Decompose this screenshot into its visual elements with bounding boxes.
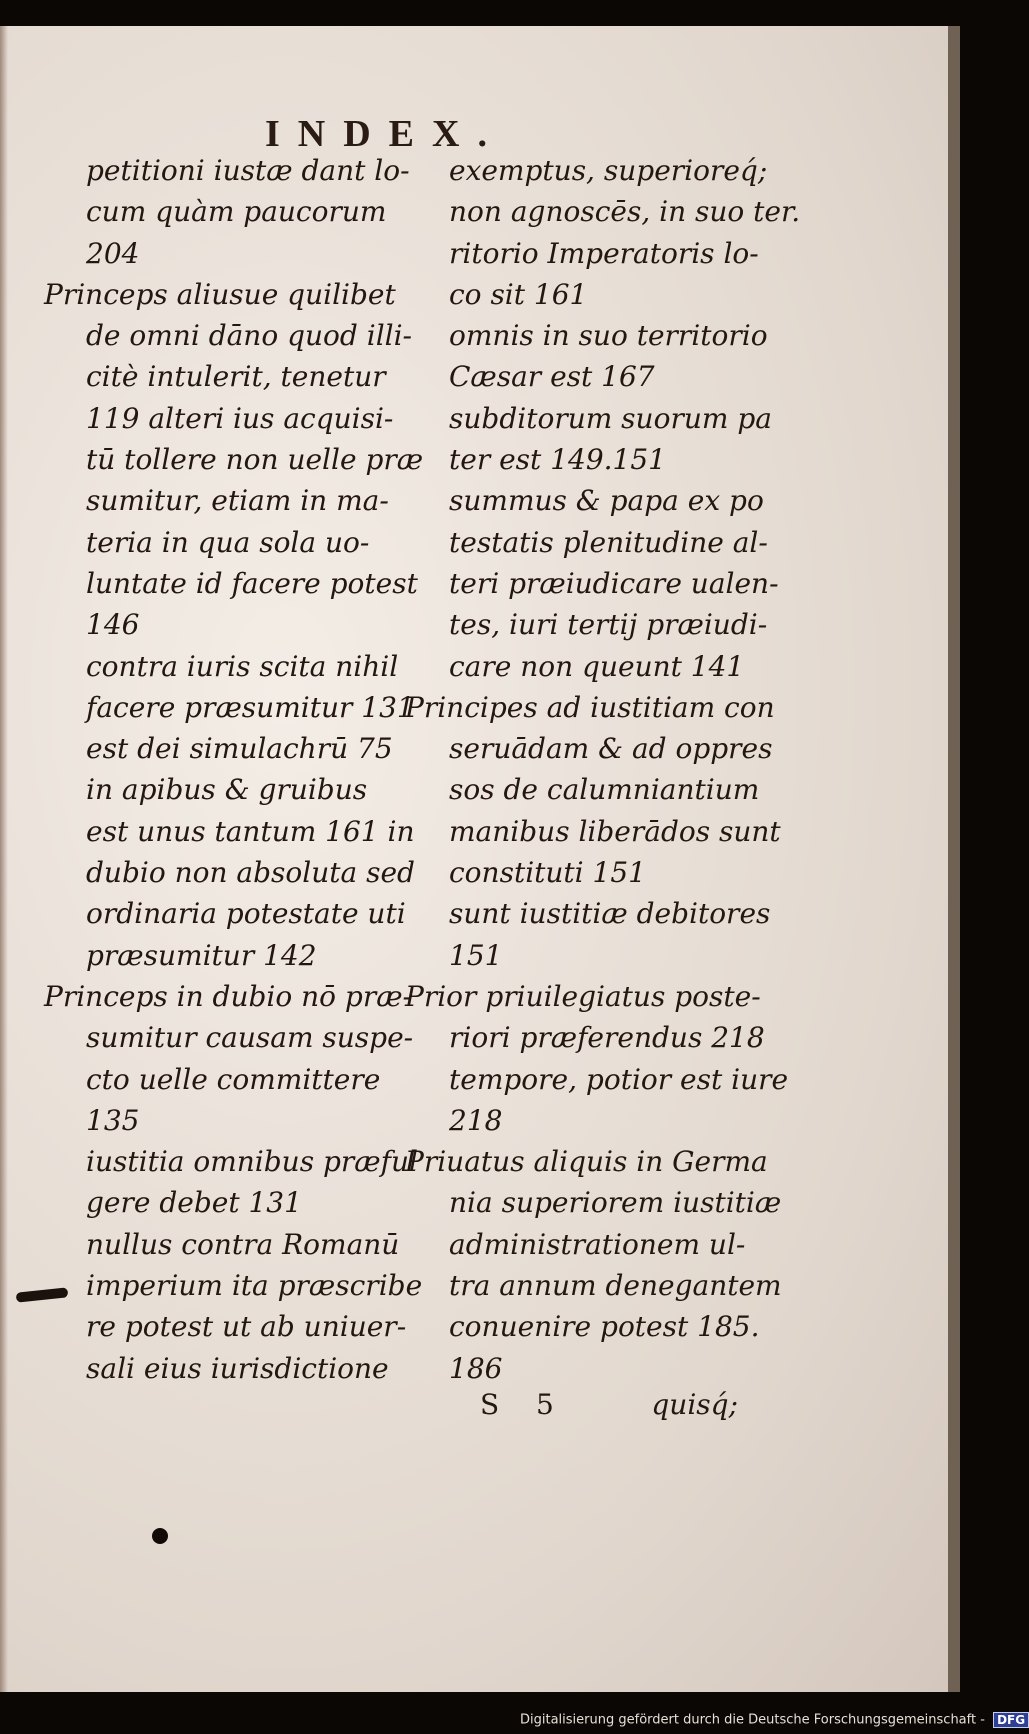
index-line: sos de calumniantium xyxy=(449,773,760,807)
index-line: est unus tantum 161 in xyxy=(86,814,415,848)
index-line: nia superiorem iustitiæ xyxy=(449,1186,782,1220)
index-line: 151 xyxy=(449,938,503,972)
index-line: re potest ut ab uniuer- xyxy=(86,1310,407,1344)
index-line: non agnoscēs, in suo ter. xyxy=(449,195,801,229)
index-line: præsumitur 142 xyxy=(86,938,317,972)
index-line: sumitur causam suspe- xyxy=(86,1021,414,1055)
index-line: citè intulerit, tenetur xyxy=(86,360,386,394)
index-line: 146 xyxy=(86,608,140,642)
index-line: manibus liberādos sunt xyxy=(449,814,781,848)
index-line: tū tollere non uelle præ xyxy=(86,443,424,477)
index-line: dubio non absoluta sed xyxy=(86,856,415,890)
index-line: Princeps in dubio nō præ- xyxy=(44,979,413,1013)
index-line: ter est 149.151 xyxy=(449,443,666,477)
index-line: constituti 151 xyxy=(449,856,646,890)
index-line: Principes ad iustitiam con xyxy=(405,690,775,724)
index-line: Cæsar est 167 xyxy=(449,360,655,394)
index-line: ritorio Imperatoris lo- xyxy=(449,236,759,270)
index-line: facere præsumitur 131 xyxy=(86,690,415,724)
index-line: 119 alteri ius acquisi- xyxy=(86,401,394,435)
index-column-right xyxy=(405,150,801,1389)
index-line: administrationem ul- xyxy=(449,1227,746,1261)
page-fore-edge xyxy=(948,26,960,1692)
page-shadow-edge xyxy=(0,26,8,1692)
index-line: Priuatus aliquis in Germa xyxy=(405,1145,768,1179)
index-line: testatis plenitudine al- xyxy=(449,525,768,559)
index-line: 135 xyxy=(86,1103,140,1137)
index-line: tes, iuri tertij præiudi- xyxy=(449,608,768,642)
footer-text: Digitalisierung gefördert durch die Deutsche Forschungsgemeinschaft - xyxy=(520,1712,985,1728)
dfg-logo: DFG xyxy=(993,1712,1029,1728)
index-line: in apibus & gruibus xyxy=(86,773,368,807)
index-line: tra annum denegantem xyxy=(449,1269,782,1303)
catchword: quisq́; xyxy=(651,1388,738,1421)
index-line: de omni dāno quod illi- xyxy=(86,319,413,353)
index-line: 204 xyxy=(86,236,140,270)
index-line: imperium ita præscribe xyxy=(86,1269,423,1303)
index-line: nullus contra Romanū xyxy=(86,1227,400,1261)
index-line: Princeps aliusue quilibet xyxy=(44,277,396,311)
index-line: contra iuris scita nihil xyxy=(86,649,399,683)
index-line: cum quàm paucorum xyxy=(86,195,387,229)
index-line: 218 xyxy=(449,1103,503,1137)
index-column-left xyxy=(44,150,424,1389)
index-line: omnis in suo territorio xyxy=(449,319,768,353)
index-line: Prior priuilegiatus poste- xyxy=(405,979,761,1013)
index-line: gere debet 131 xyxy=(86,1186,302,1220)
index-line: sali eius iurisdictione xyxy=(86,1351,389,1385)
index-line: teria in qua sola uo- xyxy=(86,525,370,559)
index-line: subditorum suorum pa xyxy=(449,401,772,435)
signature-line xyxy=(480,1388,750,1428)
index-line: conuenire potest 185. xyxy=(449,1310,760,1344)
index-line: ordinaria potestate uti xyxy=(86,897,406,931)
index-line: seruādam & ad oppres xyxy=(449,732,773,766)
ink-dot xyxy=(152,1528,168,1544)
index-line: co sit 161 xyxy=(449,277,588,311)
index-line: cto uelle committere xyxy=(86,1062,381,1096)
index-line: 186 xyxy=(449,1351,503,1385)
index-line: care non queunt 141 xyxy=(449,649,745,683)
index-line: est dei simulachrū 75 xyxy=(86,732,393,766)
index-line: luntate id facere potest xyxy=(86,566,418,600)
digitization-credit xyxy=(520,1712,1029,1732)
index-line: tempore, potior est iure xyxy=(449,1062,789,1096)
index-line: iustitia omnibus præful xyxy=(86,1145,418,1179)
index-line: sumitur, etiam in ma- xyxy=(86,484,389,518)
index-line: summus & papa ex po xyxy=(449,484,764,518)
signature-mark: S xyxy=(480,1388,500,1421)
index-line: teri præiudicare ualen- xyxy=(449,566,779,600)
index-line: riori præferendus 218 xyxy=(449,1021,765,1055)
running-head: INDEX. xyxy=(265,113,505,155)
index-line: petitioni iustæ dant lo- xyxy=(86,154,410,187)
index-line: exemptus, superioreq́; xyxy=(449,154,768,187)
signature-number: 5 xyxy=(536,1388,554,1421)
index-line: sunt iustitiæ debitores xyxy=(449,897,771,931)
